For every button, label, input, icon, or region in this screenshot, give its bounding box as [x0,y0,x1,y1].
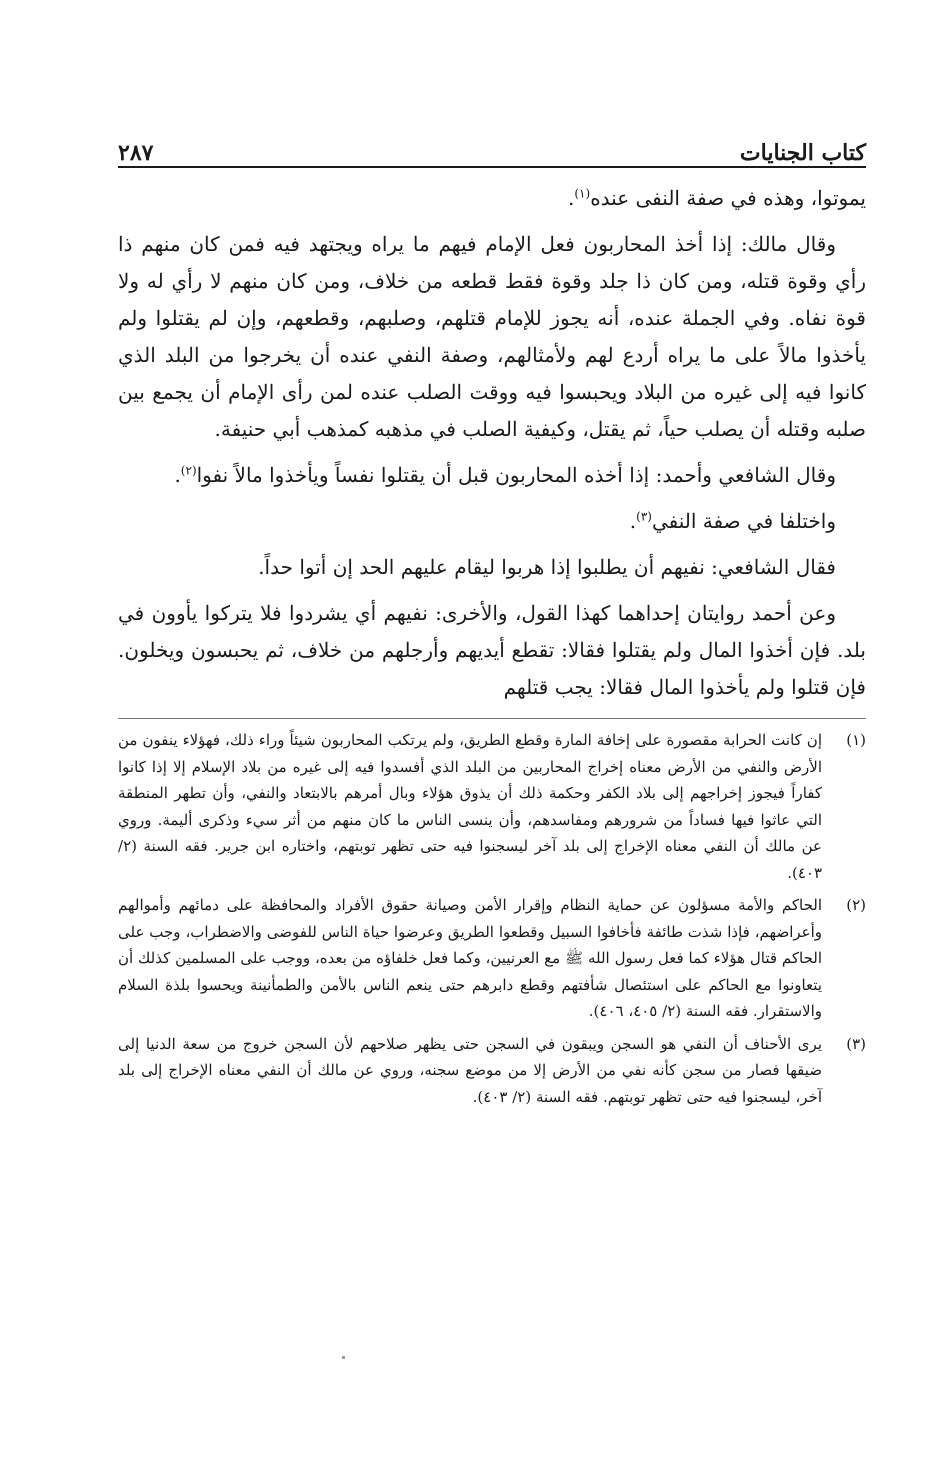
paragraph-5 [118,549,866,586]
chapter-title: كتاب الجنايات [739,140,866,166]
running-header [118,128,866,168]
footnote-text: إن كانت الحرابة مقصورة على إخافة المارة وقطع الطريق، ولم يرتكب المحاربون شيئاً وراء ذلك، فهؤلاء ينفون من الأرض والنفي من الأرض معناه إخراج المحاربين من البلد الذي أفسدوا فيه إلى غيره من بلاد الإسلام إلا إذا كانوا كفاراً فيجوز إخراجهم إلى بلاد الكفر وحكمة ذلك أن يذوق هؤلاء وبال أمرهم بالابتعاد والنفي، وأن تطهر المنطقة التي عاثوا فيها فساداً من شرورهم ومفاسدهم، وأن ينسى الناس ما كان منهم من أثر سيء وذكرى أليمة. وروي عن مالك أن النفي معناه الإخراج إلى بلد آخر ليسجنوا فيه حتى تظهر توبتهم، واختاره ابن جرير. فقه السنة (٢/ ٤٠٣). [118,731,822,882]
footnote-text: الحاكم والأمة مسؤلون عن حماية النظام وإقرار الأمن وصيانة حقوق الأفراد والمحافظة على دمائهم وأموالهم وأعراضهم، فإذا شذت طائفة فأخافوا السبيل وقطعوا الطريق وعرضوا حياة الناس للفوضى والاضطراب، وجب على الحاكم قتال هؤلاء كما فعل رسول الله ﷺ مع العرنيين، وكما فعل خلفاؤه من بعده، ووجب على المسلمين كذلك أن يتعاونوا مع الحاكم على استئصال شأفتهم وقطع دابرهم حتى ينعم الناس بالأمن والطمأنينة ويحسوا بلذة السلام والاستقرار. فقه السنة (٢/ ٤٠٥، ٤٠٦). [118,896,822,1020]
paragraph-2 [118,226,866,448]
paragraph-text: وقال مالك: إذا أخذ المحاربون فعل الإمام فيهم ما يراه ويجتهد فيه فمن كان منهم ذا رأي وقوة قتله، ومن كان ذا جلد وقوة فقط قطعه من خلاف، ومن كان منهم لا رأي له ولا قوة نفاه. وفي الجملة عنده، أنه يجوز للإمام قتلهم، وصلبهم، وقطعهم، وإن لم يقتلوا ولم يأخذوا مالاً على ما يراه أردع لهم ولأمثالهم، وصفة النفي عنده أن يخرجوا من البلد الذي كانوا فيه إلى غيره من البلاد ويحبسوا فيه ووقت الصلب عنده لمن رأى الإمام أن يجمع بين صلبه وقتله أن يصلب حياً، ثم يقتل، وكيفية الصلب في مذهبه كمذهب أبي حنيفة. [118,232,866,441]
paragraph-6 [118,595,866,706]
footnotes [118,718,866,1110]
paragraph-text: وقال الشافعي وأحمد: إذا أخذه المحاربون قبل أن يقتلوا نفساً ويأخذوا مالاً نفوا [196,463,836,487]
paragraph-3 [118,457,866,494]
paragraph-4 [118,503,866,540]
paragraph-end: . [174,463,181,487]
paragraph-text: واختلفا في صفة النفي [651,509,836,533]
paragraph-1 [118,180,866,217]
footnote-reference-1: (١) [574,186,591,201]
paragraph-text: وعن أحمد روايتان إحداهما كهذا القول، والأخرى: نفيهم أي يشردوا فلا يتركوا يأوون في بلد. فإن أخذوا المال ولم يقتلوا فقالا: تقطع أيديهم وأرجلهم من خلاف، ثم يحبسون ويخلون. فإن قتلوا ولم يأخذوا المال فقالا: يجب قتلهم [118,601,866,699]
paragraph-text: فقال الشافعي: نفيهم أن يطلبوا إذا هربوا ليقام عليهم الحد إن أتوا حداً. [258,555,836,579]
footnote-reference-3: (٣) [636,509,652,524]
main-text [118,180,866,706]
paragraph-end: . [568,186,575,210]
scan-speck [342,1356,345,1359]
footnote-2 [118,892,866,1025]
footnote-text: يرى الأحناف أن النفي هو السجن ويبقون في السجن حتى يظهر صلاحهم لأن السجن خروج من سعة الدنيا إلى ضيقها فصار من سجن كأنه نفي من الأرض إلا من موضع سجنه، وروي عن مالك أن النفي معناه الإخراج إلى بلد آخر، ليسجنوا فيه حتى تظهر توبتهم. فقه السنة (٢/ ٤٠٣). [118,1034,822,1106]
page-number: ٢٨٧ [118,140,154,166]
book-page [118,128,866,1116]
footnote-reference-2: (٢) [180,463,197,478]
footnote-3 [118,1031,866,1111]
footnote-number: (٣) [846,1034,866,1053]
paragraph-end: . [629,509,637,533]
footnote-number: (٢) [846,896,866,914]
footnote-1 [118,727,866,886]
paragraph-text: يموتوا، وهذه في صفة النفى عنده [590,186,866,210]
footnote-number: (١) [846,731,866,749]
